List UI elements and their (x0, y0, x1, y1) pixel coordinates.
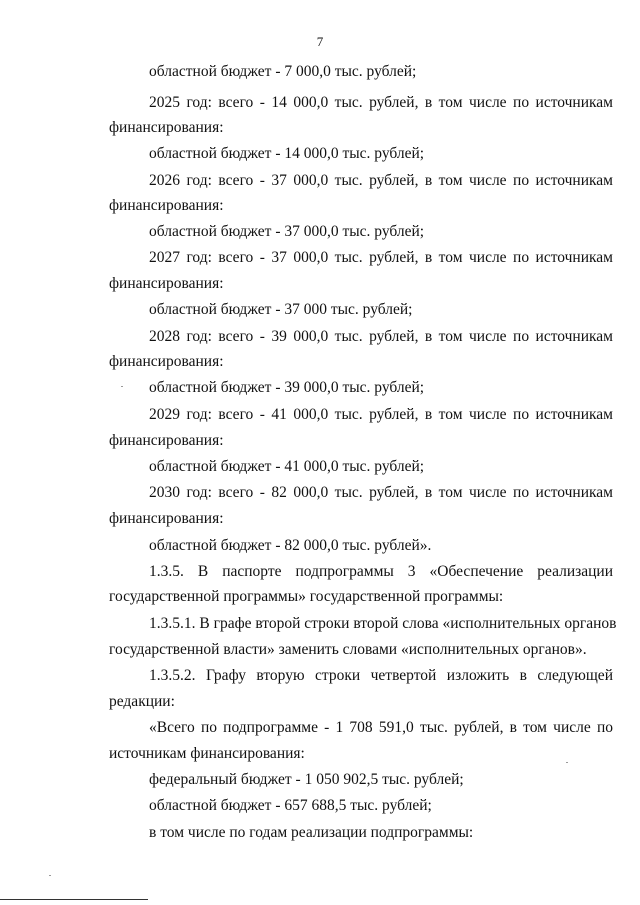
scan-speck (121, 386, 123, 387)
text-line: редакции: (109, 693, 175, 710)
text-line: источникам финансирования: (109, 745, 305, 762)
text-line: областной бюджет - 14 000,0 тыс. рублей; (149, 145, 425, 162)
text-line: областной бюджет - 7 000,0 тыс. рублей; (149, 63, 417, 80)
text-line: областной бюджет - 657 688,5 тыс. рублей; (149, 797, 432, 814)
scan-speck (49, 875, 51, 876)
text-line: 1.3.5.2. Графу вторую строки четвертой изложить в следующей (149, 667, 613, 684)
text-line: областной бюджет - 41 000,0 тыс. рублей; (149, 458, 425, 475)
text-line: государственной программы» государственной программы: (109, 588, 504, 605)
scan-speck (566, 762, 568, 763)
text-line: 2025 год: всего - 14 000,0 тыс. рублей, в том числе по источникам (149, 94, 613, 111)
page-number: 7 (316, 34, 324, 49)
text-line: федеральный бюджет - 1 050 902,5 тыс. рублей; (149, 771, 464, 788)
text-line: 1.3.5. В паспорте подпрограммы 3 «Обеспечение реализации (149, 563, 613, 580)
text-line: финансирования: (109, 275, 224, 292)
text-line: 1.3.5.1. В графе второй строки второй слова «исполнительных органов (149, 615, 617, 632)
text-line: государственной власти» заменить словами «исполнительных органов». (109, 641, 587, 658)
text-line: финансирования: (109, 353, 224, 370)
text-line: областной бюджет - 39 000,0 тыс. рублей; (149, 379, 425, 396)
text-line: финансирования: (109, 119, 224, 136)
text-line: 2030 год: всего - 82 000,0 тыс. рублей, в том числе по источникам (149, 484, 613, 501)
text-line: финансирования: (109, 510, 224, 527)
footer-rule (0, 899, 148, 900)
text-line: «Всего по подпрограмме - 1 708 591,0 тыс. рублей, в том числе по (149, 719, 613, 736)
text-line: 2027 год: всего - 37 000,0 тыс. рублей, в том числе по источникам (149, 249, 613, 266)
text-line: 2028 год: всего - 39 000,0 тыс. рублей, в том числе по источникам (149, 328, 613, 345)
text-line: 2029 год: всего - 41 000,0 тыс. рублей, в том числе по источникам (149, 406, 613, 423)
text-line: областной бюджет - 37 000 тыс. рублей; (149, 301, 413, 318)
text-line: областной бюджет - 37 000,0 тыс. рублей; (149, 223, 425, 240)
text-line: в том числе по годам реализации подпрограммы: (149, 824, 474, 841)
text-line: финансирования: (109, 197, 224, 214)
text-line: финансирования: (109, 432, 224, 449)
text-line: 2026 год: всего - 37 000,0 тыс. рублей, в том числе по источникам (149, 172, 613, 189)
text-line: областной бюджет - 82 000,0 тыс. рублей». (149, 537, 432, 554)
